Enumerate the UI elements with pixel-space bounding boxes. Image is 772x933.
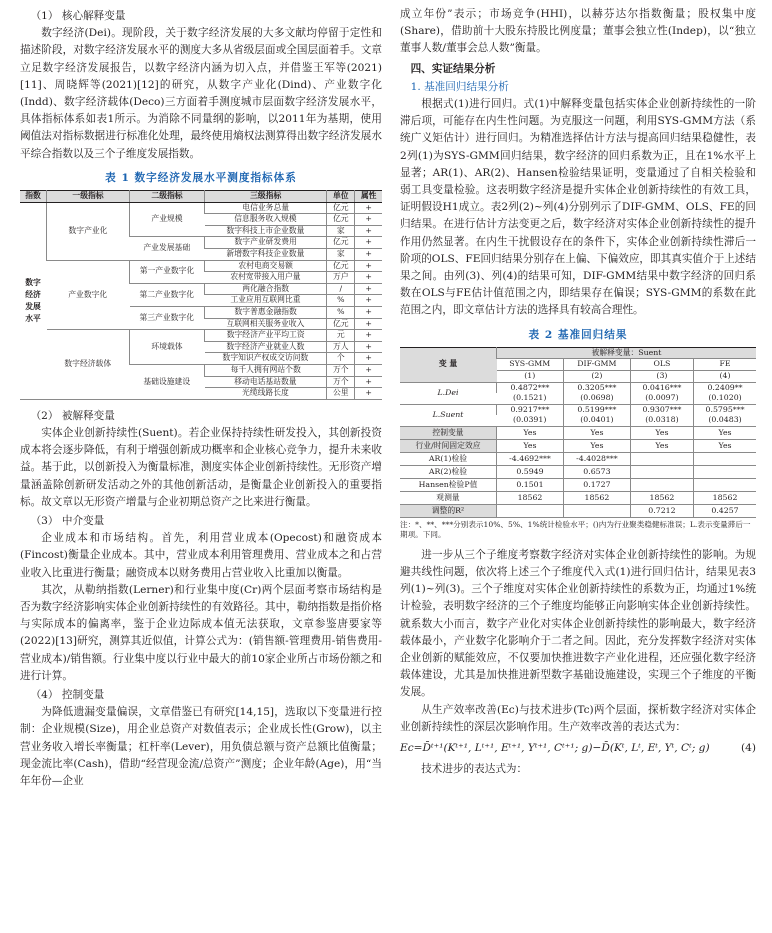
table1-level3-cell: 两化融合指数 bbox=[205, 283, 327, 295]
table1-row bbox=[20, 202, 382, 214]
table1-level3-cell: 数字经济产业就业人数 bbox=[205, 341, 327, 353]
table2-stat-cell: 18562 bbox=[630, 492, 693, 505]
table2-var-header: 变 量 bbox=[400, 347, 497, 382]
table2-row-label: 观测量 bbox=[400, 492, 497, 505]
table2-body bbox=[400, 347, 756, 517]
table1-attr-cell: + bbox=[355, 237, 382, 249]
table2-row-label: AR(2)检验 bbox=[400, 466, 497, 479]
paragraph-lerner-index: 其次，从勒纳指数(Lerner)和行业集中度(Cr)两个层面考察市场结构是否为数字经济影响实体企业创新持续性的有效路径。其中，勒纳指数是指价格与实际成本的偏离率，鉴于企业边际成本值无法获取，文章参鉴唐要家等(2022)[13]研究，测算其近似值，计算公式为：(销售额-管理费用-销售费用-营业成本)/销售额。行业集中度以行业中最大的前10家企业所占市场份额之和进行计算。 bbox=[20, 583, 382, 682]
table2-stat-cell: 18562 bbox=[694, 492, 756, 505]
table2-stat-cell bbox=[630, 479, 693, 492]
table2-note: 注：*、**、***分别表示10%、5%、1%统计检验水平；()内为行业聚类稳健标准误；L.表示变量滞后一期项。下同。 bbox=[400, 520, 751, 540]
table2-stat-row bbox=[400, 505, 756, 518]
table1-level3-cell: 信息服务收入规模 bbox=[205, 214, 327, 226]
table2-stat-cell: 0.1501 bbox=[497, 479, 564, 492]
table1-header-cell: 指数 bbox=[20, 191, 47, 203]
table1-level3-cell: 工业应用互联网比重 bbox=[205, 295, 327, 307]
table2-dep-header: 被解释变量：Suent bbox=[497, 347, 757, 359]
table2-stat-cell: Yes bbox=[497, 440, 564, 453]
table2-stat-row bbox=[400, 427, 756, 440]
table2-se-cell: (0.0401) bbox=[563, 415, 630, 426]
table2-model-cell: FE bbox=[694, 359, 756, 371]
table1-unit-cell: 家 bbox=[327, 249, 355, 261]
table2-stat-cell: 0.7212 bbox=[630, 505, 693, 518]
table2-row-label: AR(1)检验 bbox=[400, 453, 497, 466]
table2-stat-row bbox=[400, 492, 756, 505]
table1-level1-cell: 数字经济载体 bbox=[47, 330, 130, 400]
table1-level3-cell: 新增数字科技企业数量 bbox=[205, 249, 327, 261]
table1-unit-cell: 亿元 bbox=[327, 318, 355, 330]
table2-stat-cell: Yes bbox=[563, 427, 630, 440]
table1-header-cell: 一级指标 bbox=[47, 191, 130, 203]
table2-stat-cell bbox=[694, 479, 756, 492]
table1-unit-cell: 万个 bbox=[327, 376, 355, 388]
table2-stat-row bbox=[400, 453, 756, 466]
table1-level1-cell: 产业数字化 bbox=[47, 260, 130, 330]
table1-attr-cell: + bbox=[355, 330, 382, 342]
table2-row-label: 行业/时间固定效应 bbox=[400, 440, 497, 453]
paragraph-sub-dimensions: 进一步从三个子维度考察数字经济对实体企业创新持续性的影响。为规避共线性问题，依次将上述三个子维度代入式(1)进行回归估计，结果见表3列(1)~列(3)。三个子维度对实体企业创新持续性的系数为正，均通过1%统计检验，表明数字经济的三个子维度均能够正向影响实体企业创新持续性。就系数大小而言，数字产业化对实体企业创新持续性的影响最大，数字经济载体最小，产业数字化影响介于二者之间。因此，充分发挥数字经济对实体企业创新的赋能效应，不仅要加快推进数字产业化进程，还应强化数字经济载体建设，尤其是加快推进新型数字基础设施建设，实现三个子维度的平衡发展。 bbox=[400, 548, 756, 699]
table1-attr-cell: + bbox=[355, 283, 382, 295]
table1-unit-cell: 亿元 bbox=[327, 260, 355, 272]
table1-level3-cell: 互联网相关服务业收入 bbox=[205, 318, 327, 330]
table1-unit-cell: 亿元 bbox=[327, 237, 355, 249]
heading-core-variable: （1） 核心解释变量 bbox=[30, 10, 126, 22]
table1-level3-cell: 数字普惠金融指数 bbox=[205, 306, 327, 318]
table2-stat-cell: 0.4257 bbox=[694, 505, 756, 518]
table1-unit-cell: / bbox=[327, 283, 355, 295]
paragraph-digital-economy: 数字经济(Dei)。现阶段，关于数字经济发展的大多文献均停留于定性和描述阶段，对数字经济发展水平的测度大多从省级层面或全国层面着手。文章立足数字经济发展报告，以数字经济内涵为切入点，并借鉴王军等(2021)[11]、周晓辉等(2021)[12]的研究，从数字产业化(Dind)、产业数字化(Indd)、数字经济载体(Deco)三方面着手测度城市层面数字经济发展水平，具体指标体系如表1所示。为消除不同量纲的影响，以2011年为基期，使用阈值法对指标数据进行标准化处理，最终使用熵权法测算得出数字经济发展水平综合指数以及三个子维度发展指数。 bbox=[20, 27, 382, 160]
table1-unit-cell: 家 bbox=[327, 225, 355, 237]
table1-attr-cell: + bbox=[355, 364, 382, 376]
table1-unit-cell: % bbox=[327, 306, 355, 318]
table2-colnum-cell: (3) bbox=[630, 371, 693, 383]
paragraph-control-continued: 成立年份”表示；市场竞争(HHI)，以赫芬达尔指数衡量；股权集中度(Share)，借助前十大股东持股比例度量；董事会独立性(Indep)，以“独立董事人数/董事会总人数”衡量。 bbox=[400, 8, 756, 55]
table2-stat-cell bbox=[694, 453, 756, 466]
table2-model-cell: DIF-GMM bbox=[563, 359, 630, 371]
table1-unit-cell: 个 bbox=[327, 353, 355, 365]
table1-row bbox=[20, 260, 382, 272]
table2-stat-cell: Yes bbox=[694, 427, 756, 440]
table2-stat-cell bbox=[630, 466, 693, 479]
table2-stat-cell bbox=[630, 453, 693, 466]
table2-row-label: L.Dei bbox=[400, 382, 497, 404]
table1-level2-cell: 环境载体 bbox=[130, 330, 205, 365]
table2-se-cell: (0.1521) bbox=[497, 393, 564, 404]
table1-level3-cell: 移动电话基站数量 bbox=[205, 376, 327, 388]
table1-attr-cell: + bbox=[355, 202, 382, 214]
formula-ec-expression: Ec=D̄ᵗ⁺¹(Kᵗ⁺¹, Lᵗ⁺¹, Eᵗ⁺¹, Yᵗ⁺¹, Cᵗ⁺¹; g)−D̄(Kᵗ, Lᵗ, Eᵗ, Yᵗ, Cᵗ; g) bbox=[400, 742, 710, 755]
table1-level3-cell: 农村宽带接入用户量 bbox=[205, 272, 327, 284]
table2-coef-cell: 0.9307*** bbox=[630, 404, 693, 415]
table2-stat-cell: 0.5949 bbox=[497, 466, 564, 479]
table1-header-row bbox=[20, 191, 382, 203]
table2-stat-cell: -4.4692*** bbox=[497, 453, 564, 466]
table2-coef-row bbox=[400, 382, 756, 393]
paragraph-cost-market: 企业成本和市场结构。首先，利用营业成本(Opecost)和融资成本(Fincost)衡量企业成本。其中，营业成本利用管理费用、营业成本之和占营业收入比重进行衡量；融资成本以财务费用占营业收入比重加以衡量。 bbox=[20, 532, 382, 579]
table2-colnum-cell: (2) bbox=[563, 371, 630, 383]
table1-attr-cell: + bbox=[355, 260, 382, 272]
table2-model-cell: SYS-GMM bbox=[497, 359, 564, 371]
table2-stat-cell bbox=[563, 505, 630, 518]
table1-level2-cell: 第一产业数字化 bbox=[130, 260, 205, 283]
table2-row-label: 调整的R² bbox=[400, 505, 497, 518]
table1-level2-cell: 第三产业数字化 bbox=[130, 306, 205, 329]
table2-se-cell: (0.0318) bbox=[630, 415, 693, 426]
table2-stat-cell bbox=[694, 466, 756, 479]
table1-level3-cell: 农村电商交易额 bbox=[205, 260, 327, 272]
table2-stat-row bbox=[400, 440, 756, 453]
table1-unit-cell: 亿元 bbox=[327, 214, 355, 226]
table1-attr-cell: + bbox=[355, 306, 382, 318]
right-column bbox=[400, 6, 756, 778]
table1-attr-cell: + bbox=[355, 341, 382, 353]
table2-se-cell: (0.0698) bbox=[563, 393, 630, 404]
table2-row-label: Hansen检验P值 bbox=[400, 479, 497, 492]
table1-header-cell: 三级指标 bbox=[205, 191, 327, 203]
paragraph-efficiency-technology: 从生产效率改善(Ec)与技术进步(Tc)两个层面，探析数字经济对实体企业创新持续性的深层次影响作用。生产效率改善的表达式为： bbox=[400, 703, 756, 733]
formula-number: (4) bbox=[740, 742, 756, 755]
table1-attr-cell: + bbox=[355, 249, 382, 261]
table2-stat-cell: -4.4028*** bbox=[563, 453, 630, 466]
table1-attr-cell: + bbox=[355, 376, 382, 388]
table1-attr-cell: + bbox=[355, 318, 382, 330]
table2-coef-cell: 0.5795*** bbox=[694, 404, 756, 415]
heading-control-variable: （4） 控制变量 bbox=[30, 688, 105, 701]
table1-body bbox=[20, 202, 382, 399]
table2-coef-cell: 0.9217*** bbox=[497, 404, 564, 415]
table1-header-cell: 二级指标 bbox=[130, 191, 205, 203]
table2-stat-row bbox=[400, 466, 756, 479]
table2-baseline-results bbox=[400, 347, 756, 518]
table1-attr-cell: + bbox=[355, 388, 382, 400]
table1-caption: 表 1 数字经济发展水平测度指标体系 bbox=[105, 171, 297, 184]
table2-se-cell: (0.1020) bbox=[694, 393, 756, 404]
table2-se-cell: (0.0483) bbox=[694, 415, 756, 426]
table2-stat-cell: Yes bbox=[630, 440, 693, 453]
table1-unit-cell: % bbox=[327, 295, 355, 307]
table1-level3-cell: 电信业务总量 bbox=[205, 202, 327, 214]
table1-unit-cell: 万户 bbox=[327, 272, 355, 284]
table1-unit-cell: 万个 bbox=[327, 364, 355, 376]
table1-attr-cell: + bbox=[355, 272, 382, 284]
table2-stat-cell: 18562 bbox=[563, 492, 630, 505]
table1-level2-cell: 基础设施建设 bbox=[130, 364, 205, 399]
table2-stat-row bbox=[400, 479, 756, 492]
table2-stat-cell: Yes bbox=[497, 427, 564, 440]
table2-colnum-cell: (1) bbox=[497, 371, 564, 383]
heading-explained-variable: （2） 被解释变量 bbox=[30, 409, 115, 422]
table2-caption: 表 2 基准回归结果 bbox=[528, 328, 628, 341]
table1-unit-cell: 公里 bbox=[327, 388, 355, 400]
table1-row bbox=[20, 330, 382, 342]
table1-level2-cell: 第二产业数字化 bbox=[130, 283, 205, 306]
table1-header-cell: 单位 bbox=[327, 191, 355, 203]
table1-level2-cell: 产业发展基础 bbox=[130, 237, 205, 260]
table1-attr-cell: + bbox=[355, 295, 382, 307]
table1-level3-cell: 光缆线路长度 bbox=[205, 388, 327, 400]
subsection-baseline: 1. 基准回归结果分析 bbox=[410, 80, 509, 93]
table1-level3-cell: 数字产业研发费用 bbox=[205, 237, 327, 249]
table1-unit-cell: 元 bbox=[327, 330, 355, 342]
table2-se-cell: (0.0097) bbox=[630, 393, 693, 404]
table2-se-cell: (0.0391) bbox=[497, 415, 564, 426]
table2-coef-cell: 0.5199*** bbox=[563, 404, 630, 415]
table2-colnum-cell: (4) bbox=[694, 371, 756, 383]
table1-level3-cell: 数字经济产业平均工资 bbox=[205, 330, 327, 342]
table2-model-cell: OLS bbox=[630, 359, 693, 371]
table1-index-cell: 数字经济发展水平 bbox=[20, 202, 47, 399]
table1-attr-cell: + bbox=[355, 225, 382, 237]
table2-stat-cell: 0.6573 bbox=[563, 466, 630, 479]
table2-row-label: L.Suent bbox=[400, 404, 497, 426]
paragraph-control-variables: 为降低遗漏变量偏误，文章借鉴已有研究[14,15]，选取以下变量进行控制：企业规模(Size)，用企业总资产对数值表示；企业成长性(Grow)，以主营业务收入增长率衡量；杠杆率(Lever)，用负债总额与资产总额比值衡量；现金流比率(Cash)，借助“经营现金流/总资产”测度；企业年龄(Age)，用“当年年份—企业 bbox=[20, 706, 382, 787]
table1-header-cell: 属性 bbox=[355, 191, 382, 203]
table1-indicator-system bbox=[20, 190, 382, 400]
table1-level1-cell: 数字产业化 bbox=[47, 202, 130, 260]
table1-unit-cell: 亿元 bbox=[327, 202, 355, 214]
table2-coef-cell: 0.3205*** bbox=[563, 382, 630, 393]
section-title-empirical: 四、实证结果分析 bbox=[410, 62, 496, 75]
left-column bbox=[20, 6, 382, 790]
table2-stat-cell: Yes bbox=[630, 427, 693, 440]
table2-coef-cell: 0.4872*** bbox=[497, 382, 564, 393]
table2-stat-cell: Yes bbox=[694, 440, 756, 453]
paragraph-innovation-persistence: 实体企业创新持续性(Suent)。若企业保持持续性研发投入，其创新投资成本将会逐步降低，有利于增强创新成功概率和企业核心竞争力，提升未来收益。基于此，以创新投入为衡量标准，测度实体企业创新持续性。无形资产增量涵盖除创新研发活动之外的其他创新活动，是衡量企业创新投入的重要指标。故文章以无形资产增量与企业初期总资产之比来进行衡量。 bbox=[20, 426, 382, 508]
formula-ec bbox=[400, 740, 756, 757]
table2-coef-row bbox=[400, 404, 756, 415]
table1-level3-cell: 数字知识产权成交访问数 bbox=[205, 353, 327, 365]
table2-coef-cell: 0.0416*** bbox=[630, 382, 693, 393]
table2-row-label: 控制变量 bbox=[400, 427, 497, 440]
table1-level3-cell: 每千人拥有网站个数 bbox=[205, 364, 327, 376]
table2-stat-cell: 0.1727 bbox=[563, 479, 630, 492]
table1-unit-cell: 万人 bbox=[327, 341, 355, 353]
table2-header-row bbox=[400, 347, 756, 359]
table2-stat-cell: 18562 bbox=[497, 492, 564, 505]
table1-level3-cell: 数字科技上市企业数量 bbox=[205, 225, 327, 237]
table2-coef-cell: 0.2409** bbox=[694, 382, 756, 393]
paragraph-tech-progress: 技术进步的表达式为： bbox=[421, 763, 528, 776]
table1-attr-cell: + bbox=[355, 353, 382, 365]
table1-attr-cell: + bbox=[355, 214, 382, 226]
heading-mediator-variable: （3） 中介变量 bbox=[30, 514, 105, 527]
table2-stat-cell bbox=[497, 505, 564, 518]
table1-level2-cell: 产业规模 bbox=[130, 202, 205, 237]
paragraph-baseline-regression: 根据式(1)进行回归。式(1)中解释变量包括实体企业创新持续性的一阶滞后项，可能存在内生性问题。为克服这一问题，利用SYS-GMM方法（系统广义矩估计）进行回归。为精准选择估计方法与提高回归结果稳健性，表2列(1)为SYS-GMM回归结果，数字经济的回归系数为正，且在1%水平上显著；AR(1)、AR(2)、Hansen检验结果证明，变量通过了自相关检验和弱工具变量检验。这表明数字经济是提升实体企业创新持续性的有效工具，证明假设H1成立。表2列(2)~列(4)分别列示了DIF-GMM、OLS、FE的回归结果。在进行估计方法变更之后，数字经济对实体企业创新持续性的提升作用仍然显著。在内生干扰假设存在的条件下，实体企业创新持续性滞后一阶项的OLS、FE回归结果分别存在上偏、下偏效应，即其真实值介于上述结果之间。由列(3)、列(4)的结果可知，DIF-GMM结果中数字经济的回归系数在OLS与FE估计值范围之内，即结果存在偏误；SYS-GMM的系数在此范围之内，即文章估计方法的选择具有较高合理性。 bbox=[400, 98, 756, 317]
table2-stat-cell: Yes bbox=[563, 440, 630, 453]
